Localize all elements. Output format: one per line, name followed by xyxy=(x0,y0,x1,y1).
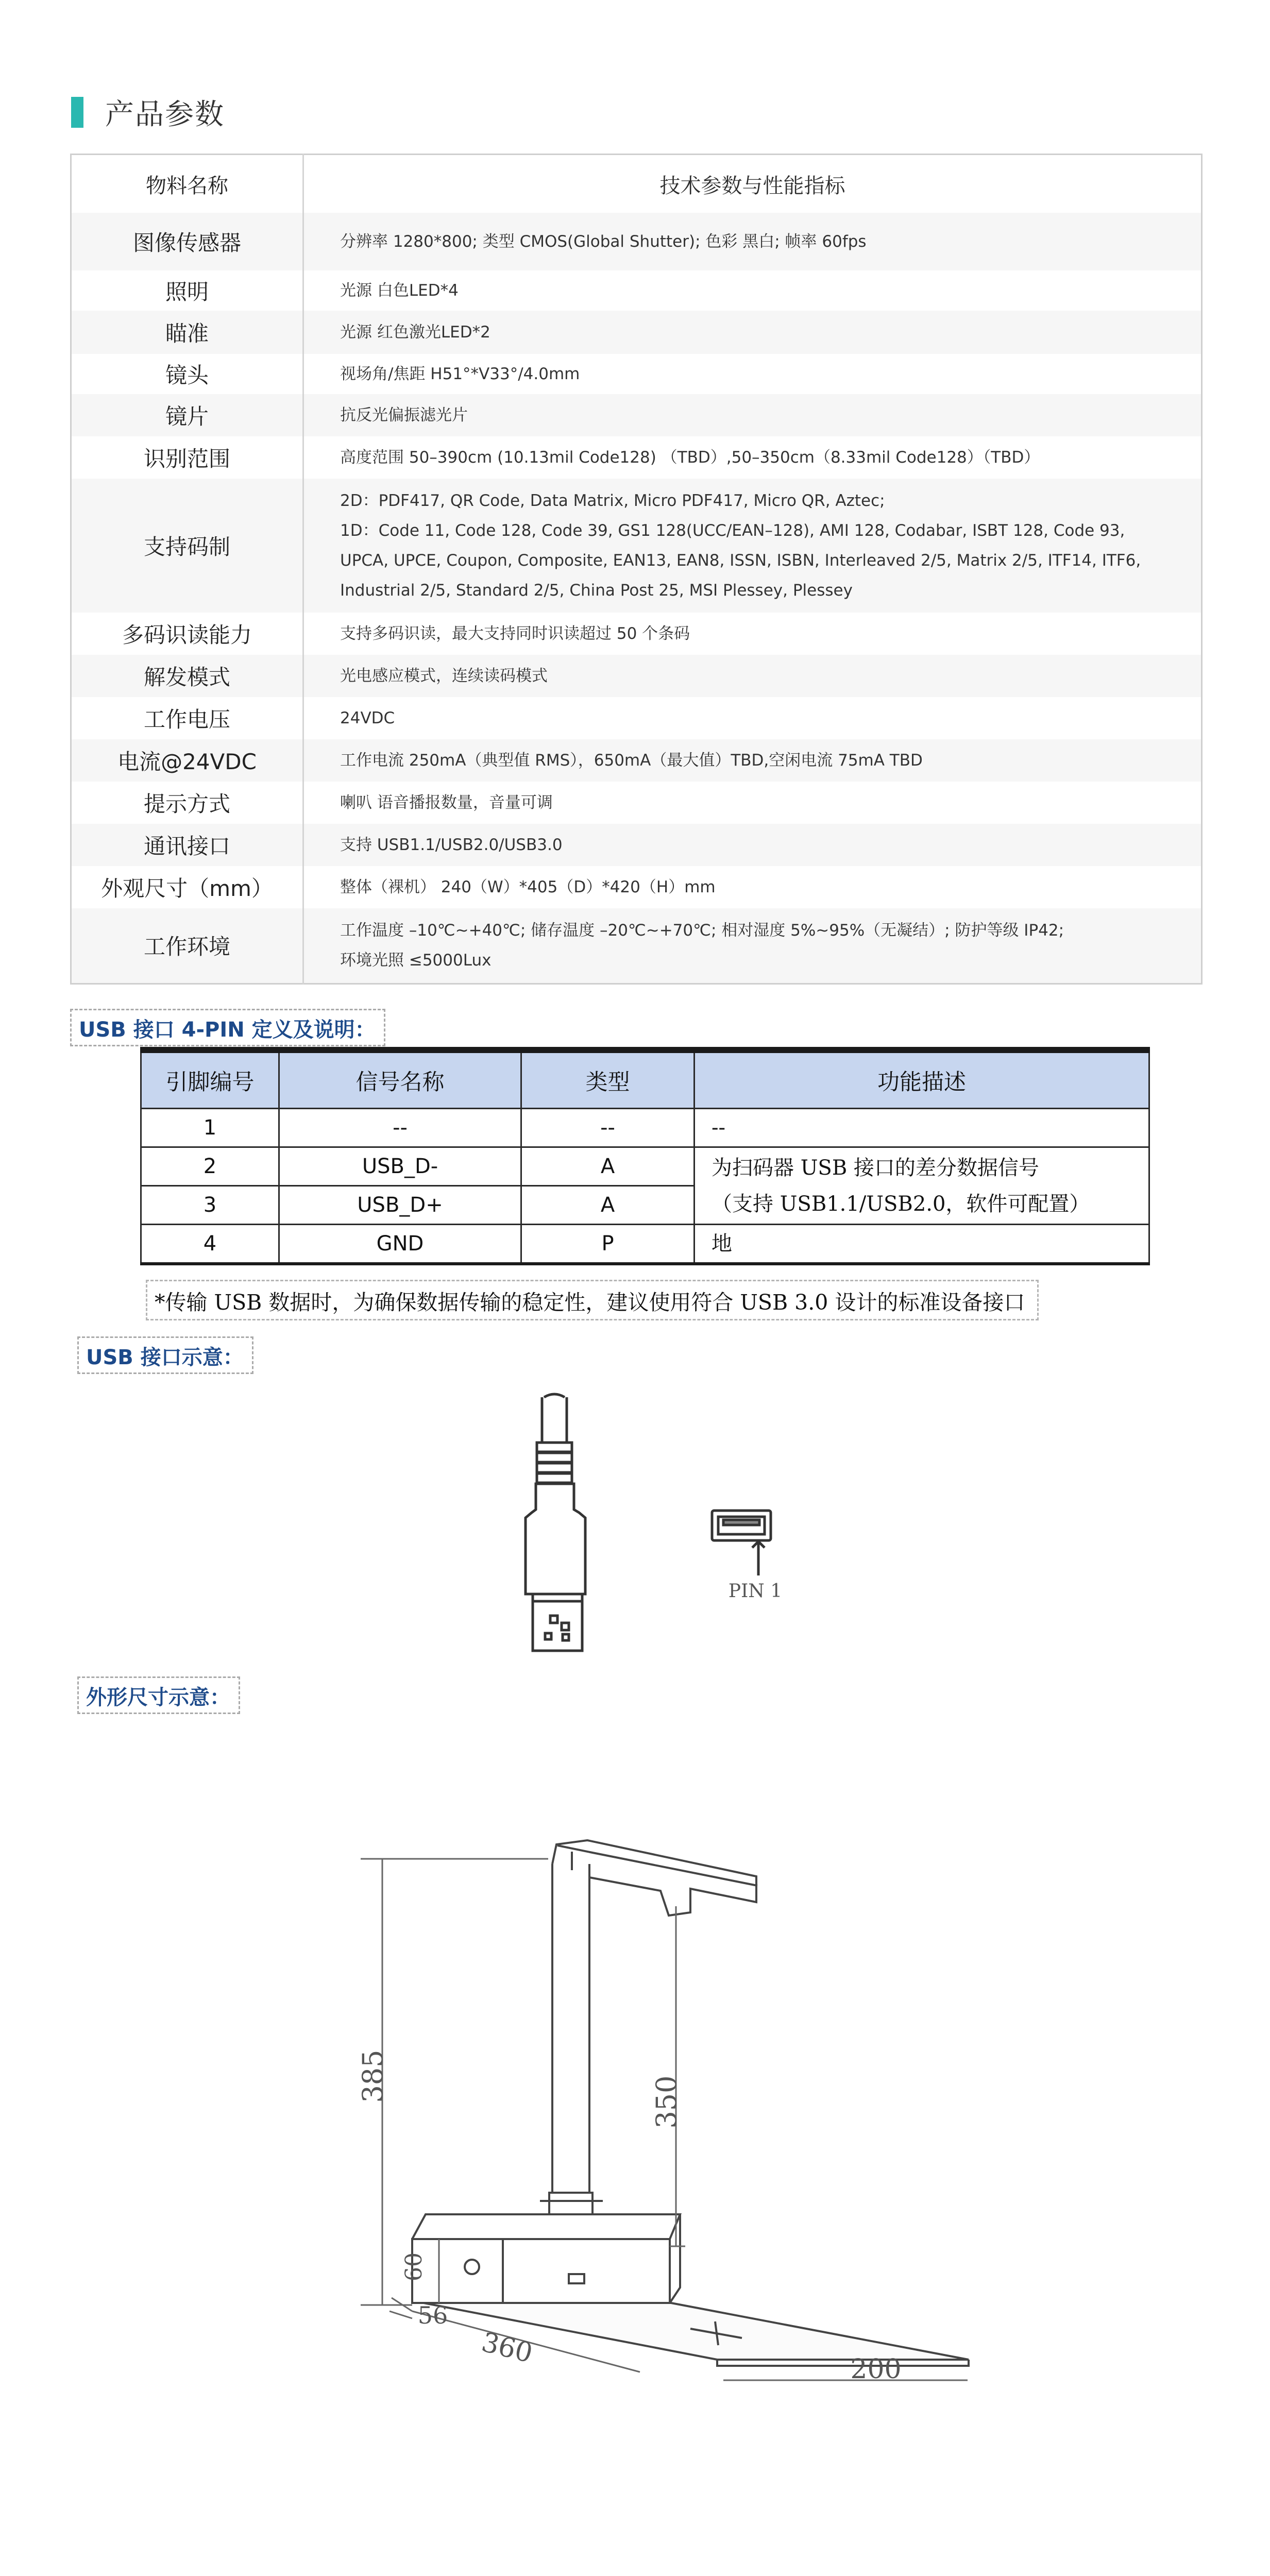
param-line: 光电感应模式，连续读码模式 xyxy=(340,667,548,685)
param-line: Industrial 2/5, Standard 2/5, China Post 25, MSI Plessey, Plessey xyxy=(340,581,853,600)
pin-desc-line: （支持 USB1.1/USB2.0，软件可配置） xyxy=(712,1192,1090,1216)
dim-360: 360 xyxy=(478,2327,536,2369)
params-header-name: 物料名称 xyxy=(71,155,303,213)
usb-plug-drawing xyxy=(526,1394,585,1651)
param-name: 电流@24VDC xyxy=(71,739,303,782)
usb-diagram-tag: USB 接口示意： xyxy=(77,1336,253,1374)
param-line: 视场角/焦距 H51°*V33°/4.0mm xyxy=(340,365,580,383)
param-name: 照明 xyxy=(71,270,303,311)
param-line: 高度范围 50–390cm (10.13mil Code128) （TBD）,50–350cm（8.33mil Code128）（TBD） xyxy=(340,448,1040,467)
param-name: 工作电压 xyxy=(71,697,303,739)
usb-pin-header: 引脚编号 xyxy=(141,1050,279,1109)
pin-type: -- xyxy=(521,1109,695,1147)
pin-type: A xyxy=(521,1147,695,1186)
usb-pin-header: 信号名称 xyxy=(279,1050,521,1109)
param-name: 识别范围 xyxy=(71,436,303,479)
param-line: 抗反光偏振滤光片 xyxy=(340,406,468,425)
param-name: 多码识读能力 xyxy=(71,613,303,655)
pin-number: 1 xyxy=(141,1109,279,1147)
param-line: 工作温度 –10℃~+40℃; 储存温度 –20℃~+70℃; 相对湿度 5%~95%（无凝结）; 防护等级 IP42; xyxy=(340,921,1064,940)
param-line: 分辨率 1280*800; 类型 CMOS(Global Shutter); 色彩 黑白; 帧率 60fps xyxy=(340,232,867,251)
pin1-label: PIN 1 xyxy=(728,1581,783,1602)
pin-desc: 地 xyxy=(695,1225,1149,1264)
pin-desc: -- xyxy=(695,1109,1149,1147)
param-name: 解发模式 xyxy=(71,655,303,697)
usb-pin-header: 类型 xyxy=(521,1050,695,1109)
dim-350: 350 xyxy=(650,2075,683,2129)
dim-385: 385 xyxy=(357,2049,389,2103)
usb-pin-tag: USB 接口 4-PIN 定义及说明： xyxy=(70,1009,385,1046)
param-name: 镜头 xyxy=(71,354,303,394)
usb-receptacle-drawing xyxy=(712,1511,771,1575)
param-line: 喇叭 语音播报数量，音量可调 xyxy=(340,793,553,812)
param-name: 镜片 xyxy=(71,394,303,436)
param-line: 整体（裸机） 240（W）*405（D）*420（H）mm xyxy=(340,878,716,896)
pin-type: A xyxy=(521,1186,695,1225)
param-name: 支持码制 xyxy=(71,479,303,613)
param-line: 1D：Code 11, Code 128, Code 39, GS1 128(UCC/EAN–128), AMI 128, Codabar, ISBT 128, Code 93, xyxy=(340,521,1125,540)
usb-note: *传输 USB 数据时，为确保数据传输的稳定性，建议使用符合 USB 3.0 设计的标准设备接口 xyxy=(146,1280,1039,1320)
pin-signal: -- xyxy=(279,1109,521,1147)
dimension-tag: 外形尺寸示意： xyxy=(77,1676,240,1714)
usb-pin-header: 功能描述 xyxy=(695,1050,1149,1109)
param-line: 光源 白色LED*4 xyxy=(340,281,459,300)
pin-signal: GND xyxy=(279,1225,521,1264)
param-line: 工作电流 250mA（典型值 RMS），650mA（最大值）TBD,空闲电流 75mA TBD xyxy=(340,751,923,770)
param-line: 支持多码识读，最大支持同时识读超过 50 个条码 xyxy=(340,624,690,643)
param-line: 2D：PDF417, QR Code, Data Matrix, Micro PDF417, Micro QR, Aztec; xyxy=(340,492,885,510)
param-line: 环境光照 ≤5000Lux xyxy=(340,951,492,970)
param-line: 24VDC xyxy=(340,709,395,727)
section-title: 产品参数 xyxy=(105,98,225,131)
dim-56: 56 xyxy=(417,2301,448,2329)
param-line: 光源 红色激光LED*2 xyxy=(340,323,490,342)
param-name: 图像传感器 xyxy=(71,213,303,270)
params-header-spec: 技术参数与性能指标 xyxy=(303,155,1202,213)
dim-60: 60 xyxy=(401,2252,427,2281)
pin-number: 3 xyxy=(141,1186,279,1225)
param-name: 工作环境 xyxy=(71,908,303,984)
pin-type: P xyxy=(521,1225,695,1264)
param-name: 外观尺寸（mm） xyxy=(71,866,303,908)
pin-signal: USB_D- xyxy=(279,1147,521,1186)
param-line: UPCA, UPCE, Coupon, Composite, EAN13, EAN8, ISSN, ISBN, Interleaved 2/5, Matrix 2/5, ITF14, ITF6, xyxy=(340,551,1141,570)
param-name: 瞄准 xyxy=(71,311,303,354)
param-name: 通讯接口 xyxy=(71,824,303,866)
param-name: 提示方式 xyxy=(71,782,303,824)
pin-number: 4 xyxy=(141,1225,279,1264)
pin-number: 2 xyxy=(141,1147,279,1186)
pin-desc-line: 为扫码器 USB 接口的差分数据信号 xyxy=(712,1156,1039,1180)
dim-200: 200 xyxy=(850,2354,902,2385)
param-line: 支持 USB1.1/USB2.0/USB3.0 xyxy=(340,836,563,854)
pin-signal: USB_D+ xyxy=(279,1186,521,1225)
